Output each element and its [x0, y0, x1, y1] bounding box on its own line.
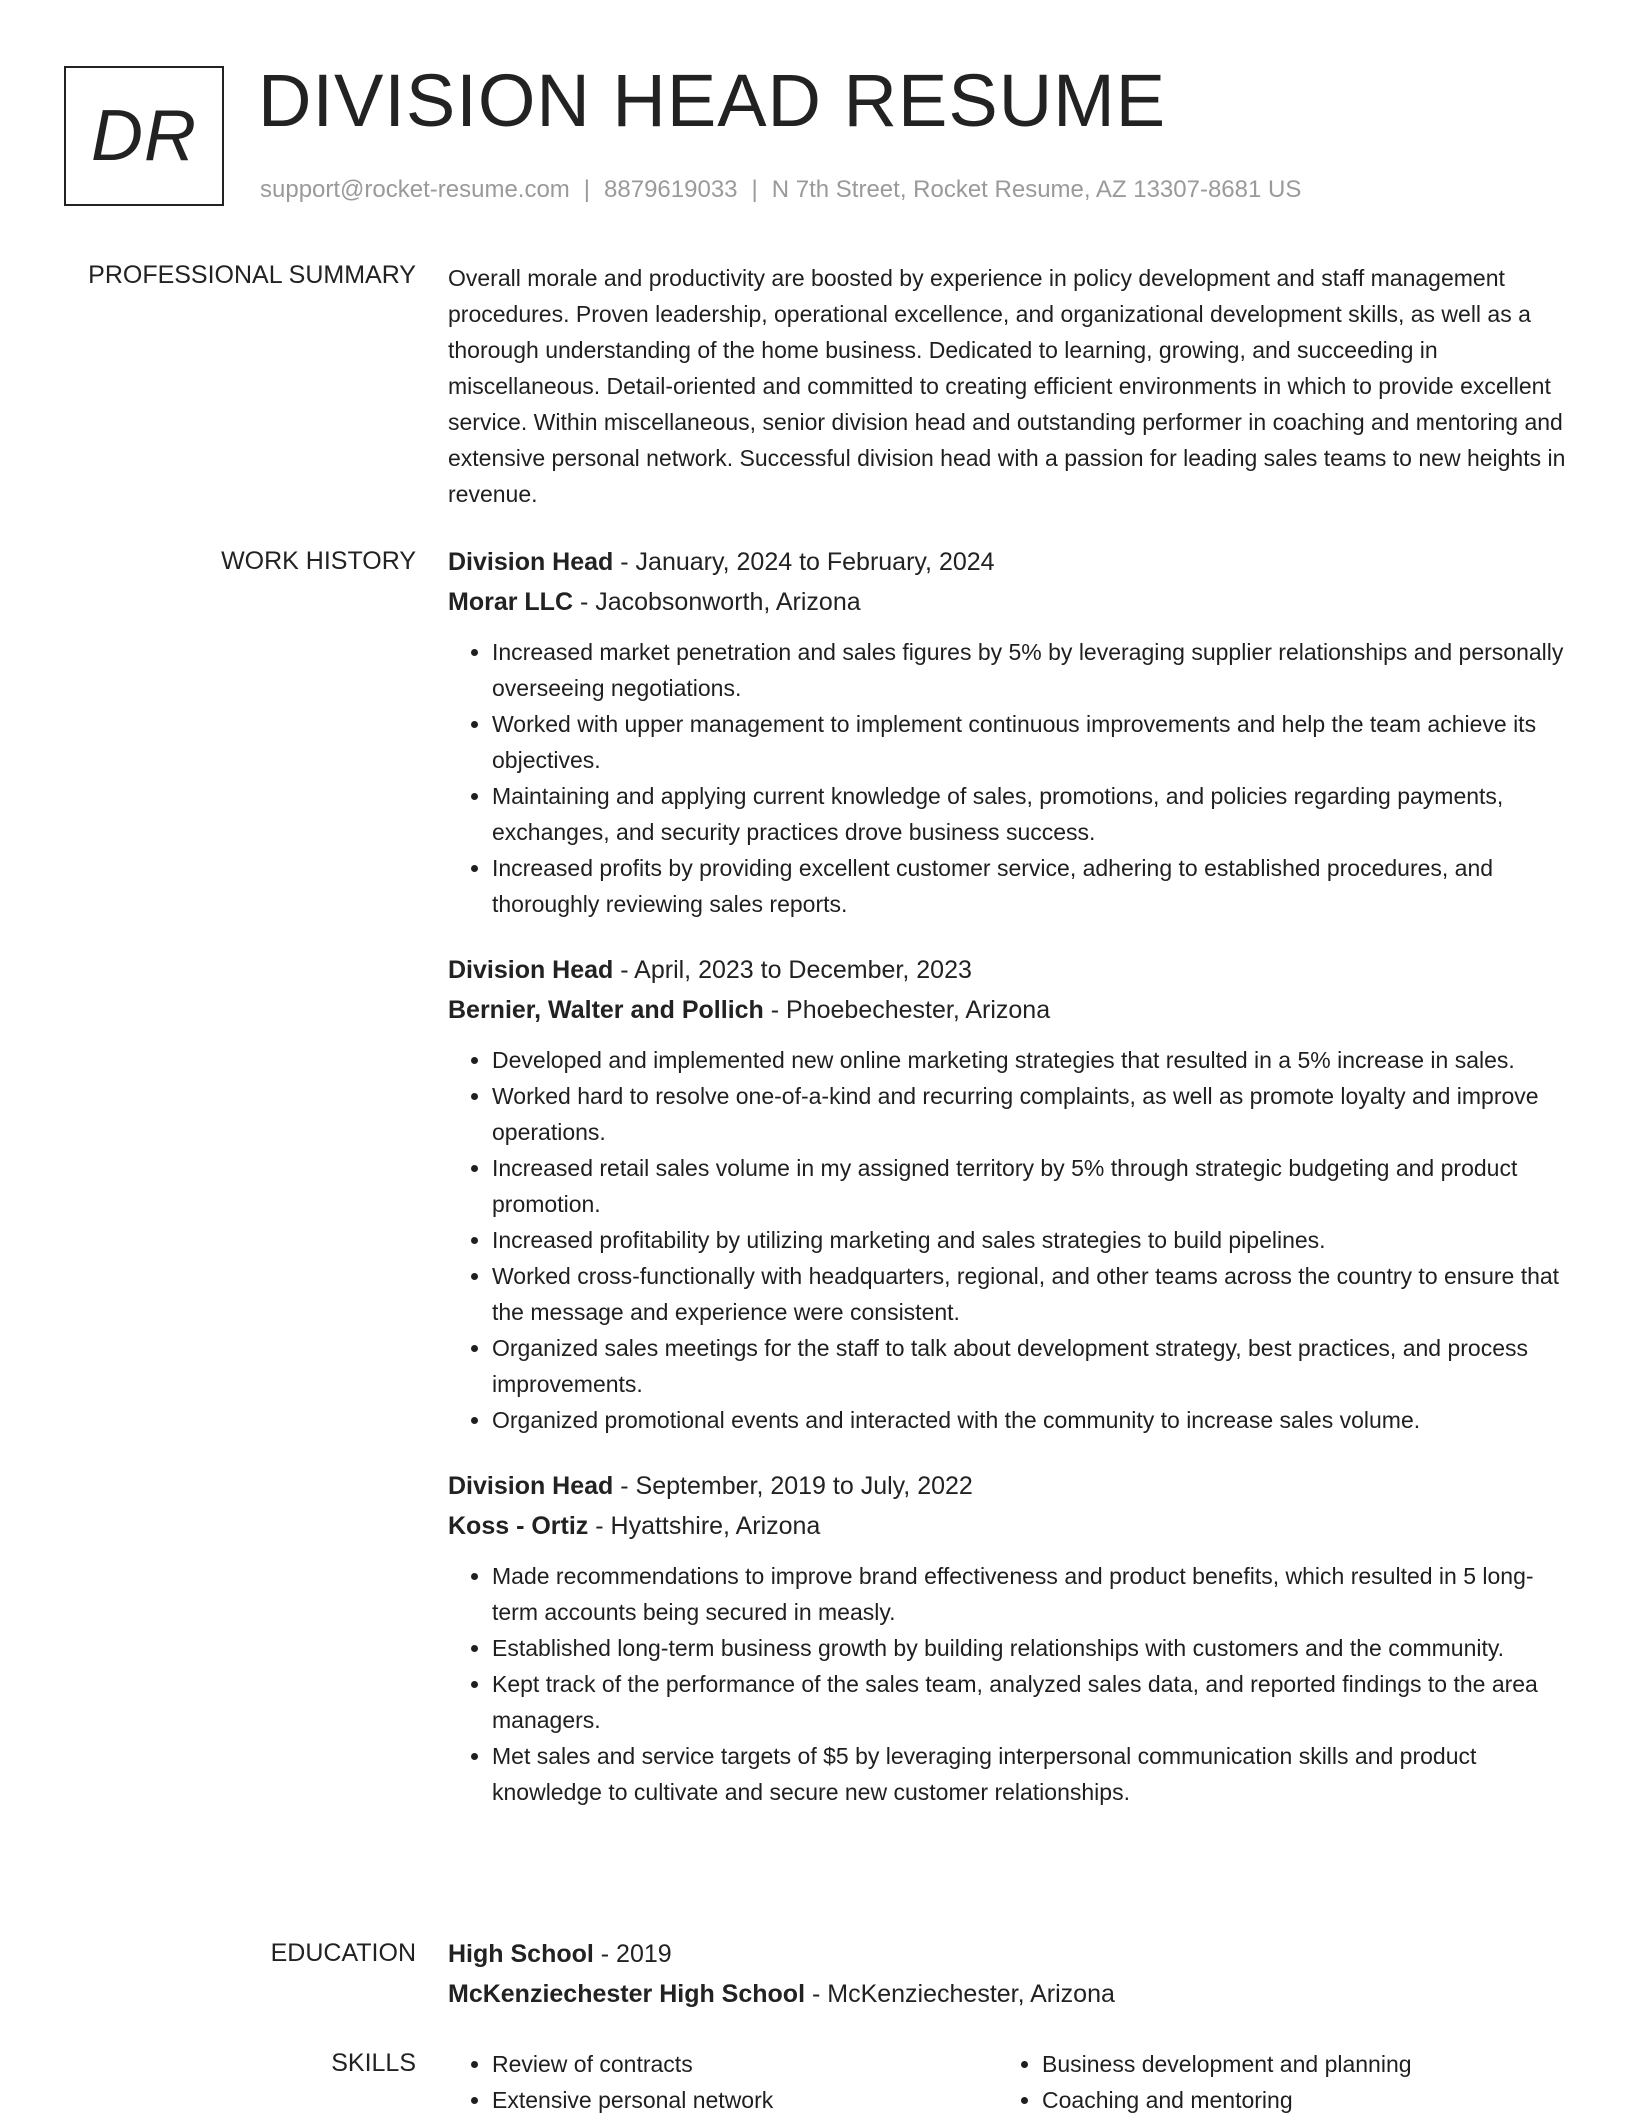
education-school: McKenziechester High School: [448, 1980, 806, 2008]
job-dates: - April, 2023 to December, 2023: [613, 956, 972, 984]
skill-item: • Extensive personal network: [492, 2082, 998, 2118]
job-dates: - September, 2019 to July, 2022: [613, 1472, 973, 1500]
monogram-box: [64, 66, 224, 206]
skill-item: • Coaching and mentoring: [1042, 2082, 1548, 2118]
job-company: Morar LLC: [448, 588, 573, 616]
job-entry: [448, 950, 1568, 1438]
job-title-line: [448, 950, 1568, 990]
job-company-line: [448, 1506, 1568, 1546]
resume-title: DIVISION HEAD RESUME: [258, 59, 1167, 142]
job-bullet: • Met sales and service targets of $5 by leveraging interpersonal communication skills and product knowledge to cultivate and secure new customer relationships.: [492, 1738, 1568, 1810]
job-company-line: [448, 582, 1568, 622]
job-bullet: • Worked with upper management to implement continuous improvements and help the team achieve its objectives.: [492, 706, 1568, 778]
education-location: - McKenziechester, Arizona: [805, 1980, 1115, 2008]
job-bullet: • Developed and implemented new online marketing strategies that resulted in a 5% increase in sales.: [492, 1042, 1568, 1078]
section-label-work-history: WORK HISTORY: [221, 547, 416, 575]
contact-line: [260, 174, 1301, 206]
job-company-line: [448, 990, 1568, 1030]
contact-separator: |: [583, 176, 591, 203]
contact-separator: |: [751, 176, 758, 203]
job-bullet: • Worked hard to resolve one-of-a-kind and recurring complaints, as well as promote loyalty and improve operations.: [492, 1078, 1568, 1150]
contact-phone: 8879619033: [604, 176, 738, 203]
job-company: Koss - Ortiz: [448, 1512, 589, 1540]
job-title-line: [448, 1466, 1568, 1506]
job-bullet: • Increased retail sales volume in my assigned territory by 5% through strategic budgeting and product promotion.: [492, 1150, 1568, 1222]
job-title: Division Head: [448, 1472, 614, 1500]
section-label-education: EDUCATION: [270, 1939, 416, 1967]
education-degree: High School: [448, 1940, 594, 1968]
job-entry: [448, 1466, 1568, 1810]
job-dates: - January, 2024 to February, 2024: [613, 548, 995, 576]
skills-column-left: [448, 2046, 998, 2118]
job-bullet: • Established long-term business growth by building relationships with customers and the community.: [492, 1630, 1568, 1666]
job-bullet: • Organized promotional events and interacted with the community to increase sales volume.: [492, 1402, 1568, 1438]
job-title: Division Head: [448, 956, 614, 984]
summary-text: Overall morale and productivity are boosted by experience in policy development and staff management procedures. Proven leadership, operational excellence, and organizational development skills, as well as a thorough understanding of the home business. Dedicated to learning, growing, and succeeding in miscellaneous. Detail-oriented and committed to creating efficient environments in which to provide excellent service. Within miscellaneous, senior division head and outstanding performer in coaching and mentoring and extensive personal network. Successful division head with a passion for leading sales teams to new heights in revenue.: [448, 265, 1566, 507]
job-location: - Hyattshire, Arizona: [588, 1512, 821, 1540]
skills-grid: [448, 2046, 1568, 2118]
job-company: Bernier, Walter and Pollich: [448, 996, 764, 1024]
education-school-line: [448, 1974, 1568, 2014]
job-bullet: • Made recommendations to improve brand effectiveness and product benefits, which resulted in 5 long-term accounts being secured in measly.: [492, 1558, 1568, 1630]
job-bullet: • Kept track of the performance of the sales team, analyzed sales data, and reported findings to the area managers.: [492, 1666, 1568, 1738]
job-bullet: • Organized sales meetings for the staff to talk about development strategy, best practices, and process improvements.: [492, 1330, 1568, 1402]
job-bullet: • Increased profits by providing excellent customer service, adhering to established procedures, and thoroughly reviewing sales reports.: [492, 850, 1568, 922]
job-title: Division Head: [448, 548, 614, 576]
job-location: - Phoebechester, Arizona: [763, 996, 1051, 1024]
skill-item: • Business development and planning: [1042, 2046, 1548, 2082]
skill-item: • Review of contracts: [492, 2046, 998, 2082]
job-bullets: [448, 634, 1568, 922]
education-degree-line: [448, 1934, 1568, 1974]
job-bullet: • Maintaining and applying current knowledge of sales, promotions, and policies regarding payments, exchanges, and security practices drove business success.: [492, 778, 1568, 850]
job-bullet: • Increased profitability by utilizing marketing and sales strategies to build pipelines.: [492, 1222, 1568, 1258]
job-bullet: • Worked cross-functionally with headquarters, regional, and other teams across the country to ensure that the message and experience were consistent.: [492, 1258, 1568, 1330]
section-label-skills: SKILLS: [331, 2049, 416, 2077]
job-bullets: [448, 1558, 1568, 1810]
section-label-summary: PROFESSIONAL SUMMARY: [88, 261, 416, 289]
job-location: - Jacobsonworth, Arizona: [573, 588, 861, 616]
job-bullet: • Increased market penetration and sales figures by 5% by leveraging supplier relationships and personally overseeing negotiations.: [492, 634, 1568, 706]
contact-address: N 7th Street, Rocket Resume, AZ 13307-8681 US: [771, 176, 1302, 203]
job-entry: [448, 542, 1568, 922]
job-bullets: [448, 1042, 1568, 1438]
skills-column-right: [998, 2046, 1548, 2118]
job-title-line: [448, 542, 1568, 582]
education-year: - 2019: [593, 1940, 672, 1968]
monogram-initials: DR: [91, 96, 197, 176]
contact-email: support@rocket-resume.com: [260, 176, 570, 203]
